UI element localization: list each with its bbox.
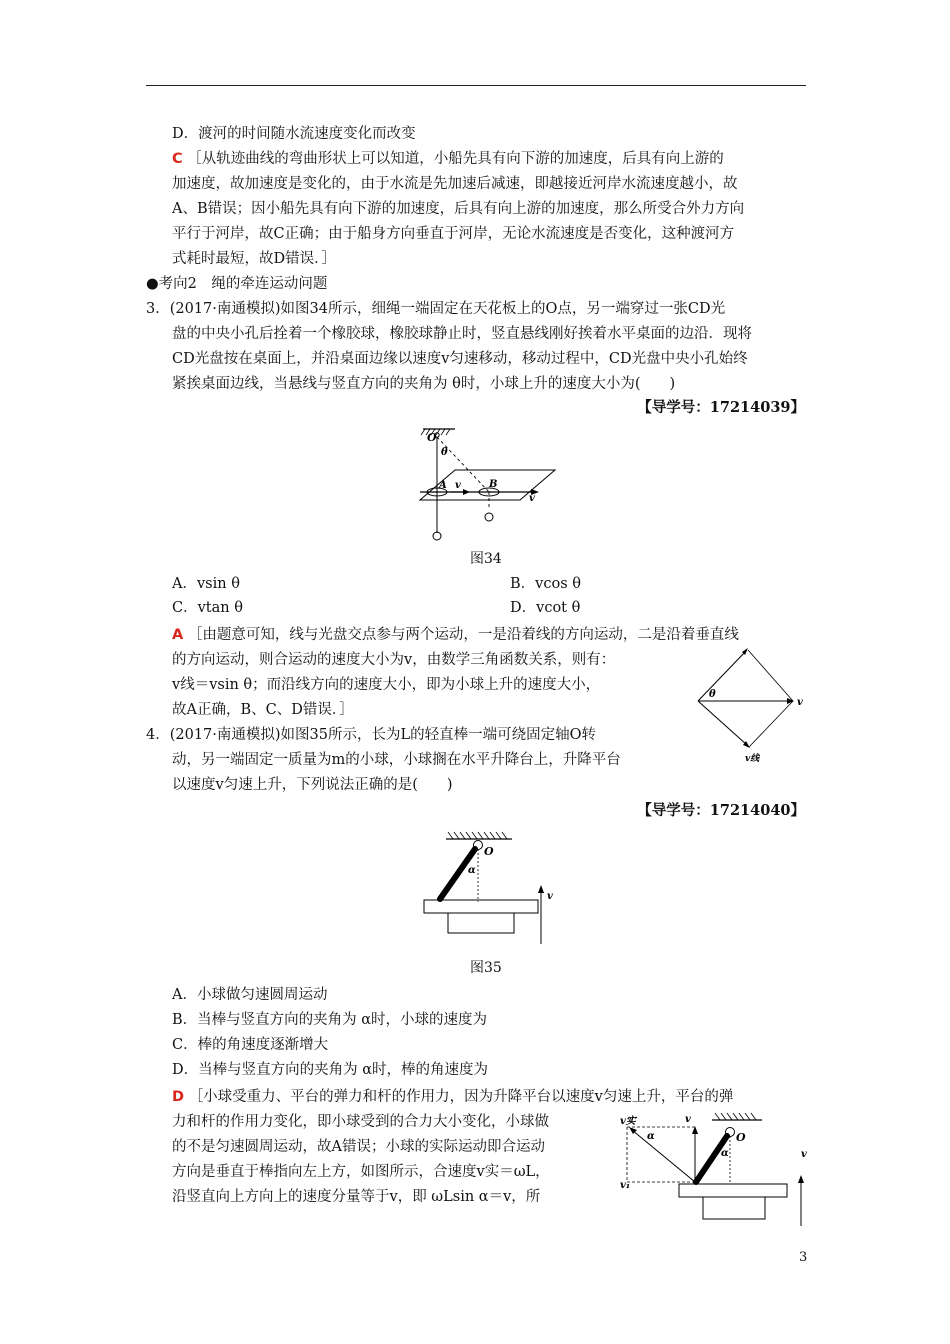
q3-option-b: B．vcos θ [510,576,581,592]
fig34-label-v2: v [529,493,535,504]
prev-answer-line-5: 式耗时最短，故D错误．］ [172,251,336,267]
q4-line-2: 动，另一端固定一质量为m的小球，小球搁在水平升降台上，升降平台 [172,752,621,768]
q3-answer-line-2: 的方向运动，则合运动的速度大小为v，由数学三角函数关系，则有： [172,652,616,668]
fig35-label-o: O [484,845,494,858]
fig-d-label-o: O [736,1131,746,1144]
q4-answer-line-3: 的不是匀速圆周运动，故A错误；小球的实际运动即合运动 [172,1139,545,1155]
fig-d-label-vright: v [801,1149,807,1160]
prev-answer-line-3: A、B错误；因小船先具有向下游的加速度，后具有向上游的加速度，那么所受合外力方向 [172,201,745,217]
velocity-components-figure [615,1110,815,1228]
q3-line-2: 盘的中央小孔后拴着一个橡胶球，橡胶球静止时，竖直悬线刚好挨着水平桌面的边沿．现将 [172,326,752,342]
fig34-label-v1: v [455,480,461,491]
fig-d-label-v1: v₁ [620,1180,631,1191]
page-number: 3 [799,1250,808,1265]
prev-option-d: D．渡河的时间随水流速度变化而改变 [172,126,416,142]
q4-answer-line-4: 方向是垂直于棒指向左上方，如图所示，合速度v实＝ωL， [172,1164,550,1180]
q3-option-c: C．vtan θ [172,600,243,616]
q4-option-a: A．小球做匀速圆周运动 [172,987,328,1003]
q4-option-c: C．棒的角速度逐渐增大 [172,1037,329,1053]
q4-option-b: B．当棒与竖直方向的夹角为 α时，小球的速度为 [172,1012,488,1028]
q4-guide-number: 【导学号：17214040】 [637,802,805,819]
prev-answer-line-2: 加速度，故加速度是变化的，由于水流是先加速后减速，即越接近河岸水流速度越小，故 [172,176,738,192]
q4-line-1: 4．(2017·南通模拟)如图35所示，长为L的轻直棒一端可绕固定轴O转 [146,727,597,743]
figure-34 [415,425,565,545]
figure-35 [420,827,560,949]
fig34-label-o: O [427,431,437,444]
q3-answer-letter: A [172,627,184,643]
prev-answer-letter: C [172,151,183,167]
fig35-label-alpha: α [468,865,476,876]
velocity-decomposition-figure [693,643,808,768]
fig-d-label-v: v [685,1114,691,1125]
fig-d-label-vreal: v实 [620,1116,636,1127]
prev-answer-line-4: 平行于河岸，故C正确；由于船身方向垂直于河岸，无论水流速度是否变化，这种渡河方 [172,226,735,242]
q3-line-4: 紧挨桌面边线，当悬线与竖直方向的夹角为 θ时，小球上升的速度大小为( ) [172,376,676,392]
vec-label-theta: θ [709,689,716,700]
prev-answer-line-1: C ［从轨迹曲线的弯曲形状上可以知道，小船先具有向下游的加速度，后具有向上游的 [172,151,724,167]
fig-d-label-alpha2: α [721,1148,729,1159]
fig34-label-a: A [439,480,447,491]
fig34-label-theta: θ [441,447,448,458]
q3-line-1: 3．(2017·南通模拟)如图34所示，细绳一端固定在天花板上的O点，另一端穿过一张CD光 [146,301,726,317]
fig34-caption: 图34 [470,551,502,567]
vec-label-v: v [797,697,803,708]
q3-answer-line-3: v线＝vsin θ；而沿线方向的速度大小，即为小球上升的速度大小， [172,677,601,693]
q4-answer-letter: D [172,1089,185,1105]
fig-d-label-alpha1: α [647,1131,655,1142]
fig34-label-b: B [489,479,498,490]
section-heading: ●考向2 绳的牵连运动问题 [146,276,328,292]
q4-answer-line-5: 沿竖直向上方向上的速度分量等于v，即 ωLsin α＝v，所 [172,1189,541,1205]
q3-option-a: A．vsin θ [172,576,240,592]
q3-option-d: D．vcot θ [510,600,581,616]
q3-answer-line-4: 故A正确，B、C、D错误．］ [172,702,354,718]
vec-label-vline: v线 [745,754,760,764]
q4-option-d: D．当棒与竖直方向的夹角为 α时，棒的角速度为 [172,1062,489,1078]
q4-answer-line-2: 力和杆的作用力变化，即小球受到的合力大小变化，小球做 [172,1114,549,1130]
q4-line-3: 以速度v匀速上升，下列说法正确的是( ) [172,777,453,793]
q4-answer-line-1: D ［小球受重力、平台的弹力和杆的作用力，因为升降平台以速度v匀速上升，平台的弹 [172,1089,734,1105]
fig35-label-v: v [547,891,553,902]
q3-guide-number: 【导学号：17214039】 [637,399,805,416]
header-rule [146,85,806,86]
fig35-caption: 图35 [470,960,502,976]
q3-line-3: CD光盘按在桌面上，并沿桌面边缘以速度v匀速移动，移动过程中，CD光盘中央小孔始终 [172,351,748,367]
q3-answer-line-1: A ［由题意可知，线与光盘交点参与两个运动，一是沿着线的方向运动，二是沿着垂直线 [172,627,739,643]
